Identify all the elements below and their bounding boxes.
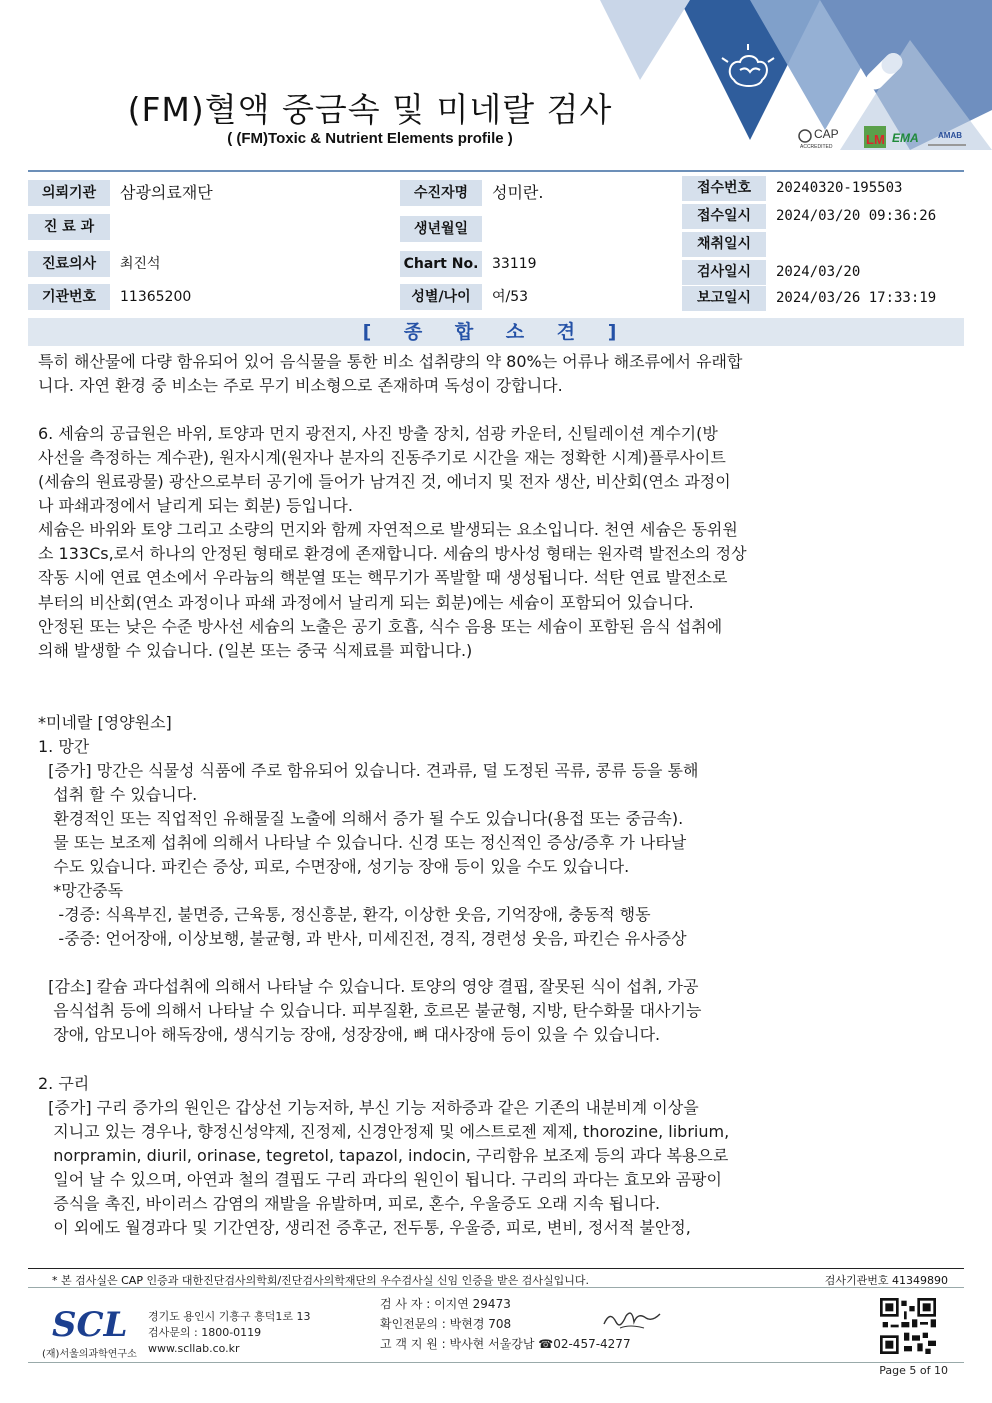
body-line: [증가] 구리 증가의 원인은 갑상선 기능저하, 부신 기능 저하증과 같은 기존의 내분비계 이상을 xyxy=(38,1097,699,1117)
body-line: -중증: 언어장애, 이상보행, 불균형, 과 반사, 미세진전, 경직, 경련성 웃음, 파킨슨 유사증상 xyxy=(38,929,687,949)
logo-cap-sub: ACCREDITED xyxy=(800,144,833,150)
body-line: 특히 해산물에 다량 함유되어 있어 음식물을 통한 비소 섭취량의 약 80%는 어류나 해조류에서 유래합 xyxy=(38,352,743,371)
logo-ema: EMA xyxy=(892,131,919,145)
body-line: *망간중독 xyxy=(38,881,124,901)
body-line: *미네랄 [영양원소] xyxy=(38,712,172,732)
body-line: norpramin, diuril, orinase, tegretol, tapazol, indocin, 구리함유 보조제 등의 과다 복용으로 xyxy=(38,1145,729,1165)
patient-value: 성미란. xyxy=(484,180,678,206)
lab-inquiry: 검사문의 : 1800-0119 xyxy=(148,1326,262,1339)
staff-info xyxy=(380,1294,631,1354)
body-line: 물 또는 보조제 섭취에 의해서 나타날 수 있습니다. 신경 또는 정신적인 증상/증후 가 나타날 xyxy=(38,833,687,852)
body-line: 음식섭취 등에 의해서 나타날 수 있습니다. 피부질환, 호르몬 불균형, 지방, 탄수화물 대사기능 xyxy=(38,1001,702,1021)
report-label: 보고일시 xyxy=(682,286,766,311)
body-line: 2. 구리 xyxy=(38,1073,90,1093)
cap-logo-icon xyxy=(799,130,811,142)
signature xyxy=(600,1306,670,1334)
body-line: 세슘은 바위와 토양 그리고 소량의 먼지와 함께 자연적으로 발생되는 요소입니다. 천연 세슘은 동위원 xyxy=(38,520,738,540)
lab-name: (재)서울의과학연구소 xyxy=(42,1349,137,1360)
body-line: 니다. 자연 환경 중 비소는 주로 무기 비소형으로 존재하며 독성이 강합니다. xyxy=(38,376,563,396)
sexage-value: 여/53 xyxy=(484,284,678,310)
body-line: 사선을 측정하는 계수관), 원자시계(원자나 분자의 진동주기로 시간을 재는 정확한 시계)플루사이트 xyxy=(38,448,726,468)
doctor-label: 진료의사 xyxy=(28,251,110,277)
collect-label: 채취일시 xyxy=(682,232,766,257)
doctor-value: 최진석 xyxy=(112,251,398,277)
header-divider xyxy=(28,170,964,172)
sexage-label: 성별/나이 xyxy=(400,284,482,310)
body-line: [감소] 칼슘 과다섭취에 의해서 나타날 수 있습니다. 토양의 영양 결핍, 잘못된 식이 섭취, 가공 xyxy=(38,977,699,997)
logo-lm: LM xyxy=(866,132,885,147)
lab-logo: SCL xyxy=(52,1305,128,1345)
body-line: 1. 망간 xyxy=(38,736,90,756)
body-line: 장애, 암모니아 해독장애, 생식기능 장애, 성장장애, 뼈 대사장애 등이 있을 수 있습니다. xyxy=(38,1025,661,1045)
body-line: 의해 발생할 수 있습니다. (일본 또는 중국 식제료를 피합니다.) xyxy=(38,640,473,660)
hospital-value: 삼광의료재단 xyxy=(112,180,398,206)
page-title: (FM)혈액 중금속 및 미네랄 검사 xyxy=(127,90,613,129)
logo-cap: CAP xyxy=(814,127,839,141)
collect-value xyxy=(768,232,964,257)
chart-value: 33119 xyxy=(484,251,678,277)
body-line: 지니고 있는 경우나, 향정신성약제, 진정제, 신경안정제 및 에스트로젠 제제, thorozine, librium, xyxy=(38,1121,730,1141)
inst-value: 11365200 xyxy=(112,284,398,310)
dept-value xyxy=(112,214,398,240)
inst-label: 기관번호 xyxy=(28,284,110,310)
body-line: 증식을 촉진, 바이러스 감염의 재발을 유발하며, 피로, 혼수, 우울증도 오래 지속 됩니다. xyxy=(38,1193,661,1213)
patient-label: 수진자명 xyxy=(400,180,482,206)
body-line: 안정된 또는 낮은 수준 방사선 세슘의 노출은 공기 호흡, 식수 음용 또는 세슘이 포함된 음식 섭취에 xyxy=(38,616,723,636)
chart-label: Chart No. xyxy=(400,251,482,277)
test-label: 검사일시 xyxy=(682,260,766,285)
cert-note: * 본 검사실은 CAP 인증과 대한진단검사의학회/진단검사의학재단의 우수검사실 신임 인증을 받은 검사실입니다. xyxy=(52,1274,590,1287)
qr-code-icon xyxy=(880,1298,936,1354)
patient-info-table xyxy=(28,176,964,310)
birth-label: 생년월일 xyxy=(400,216,482,242)
body-line: 소 133Cs,로서 하나의 안정된 형태로 환경에 존재합니다. 세슘의 방사성 형태는 원자력 발전소의 정상 xyxy=(38,544,747,564)
body-line: 섭취 할 수 있습니다. xyxy=(38,784,198,804)
accreditation-logos xyxy=(798,122,968,154)
logo-amab: AMAB xyxy=(938,131,962,140)
test-value: 2024/03/20 xyxy=(768,260,964,285)
page-number: Page 5 of 10 xyxy=(879,1364,948,1377)
body-line: 작동 시에 연료 연소에서 우라늄의 핵분열 또는 핵무기가 폭발할 때 생성됩니다. 석탄 연료 발전소로 xyxy=(38,568,728,588)
recv-date-label: 접수일시 xyxy=(682,204,766,229)
footer-divider xyxy=(28,1268,964,1269)
hospital-label: 의뢰기관 xyxy=(28,180,110,206)
body-line: 일어 날 수 있으며, 아연과 철의 결핍도 구리 과다의 원인이 됩니다. 구리의 과다는 효모와 곰팡이 xyxy=(38,1169,722,1189)
staff-physician: 확인전문의 : 박현경 708 xyxy=(380,1317,512,1331)
body-line: 이 외에도 월경과다 및 기간연장, 생리전 증후군, 전두통, 우울증, 피로, 변비, 정서적 불안정, xyxy=(38,1217,691,1237)
page-subtitle: ( (FM)Toxic & Nutrient Elements profile ) xyxy=(227,130,513,147)
cert-number: 검사기관번호 41349890 xyxy=(824,1274,948,1287)
lab-website[interactable]: www.scllab.co.kr xyxy=(148,1342,240,1355)
staff-tester: 검 사 자 : 이지연 29473 xyxy=(380,1297,511,1311)
staff-support: 고 객 지 원 : 박사현 서울강남 ☎02-457-4277 xyxy=(380,1337,631,1351)
section-title: [ 종 합 소 견 ] xyxy=(28,318,964,346)
recv-no-value: 20240320-195503 xyxy=(768,176,964,201)
report-value: 2024/03/26 17:33:19 xyxy=(768,286,964,311)
dept-label: 진 료 과 xyxy=(28,214,110,240)
body-line: 나 파쇄과정에서 날리게 되는 회분) 등입니다. xyxy=(38,496,353,516)
body-line: 부터의 비산회(연소 과정이나 파쇄 과정에서 날리게 되는 회분)에는 세슘이 포함되어 있습니다. xyxy=(38,592,694,612)
lab-address: 경기도 용인시 기흥구 흥덕1로 13 xyxy=(148,1310,311,1323)
body-line: 환경적인 또는 직업적인 유해물질 노출에 의해서 증가 될 수도 있습니다(용접 또는 중금속). xyxy=(38,808,684,828)
birth-value xyxy=(484,216,678,242)
recv-date-value: 2024/03/20 09:36:26 xyxy=(768,204,964,229)
body-line: 6. 세슘의 공급원은 바위, 토양과 먼지 광전지, 사진 방출 장치, 섬광 카운터, 신틸레이션 계수기(방 xyxy=(38,424,718,444)
lab-contact xyxy=(148,1309,311,1357)
body-line: 수도 있습니다. 파킨슨 증상, 피로, 수면장애, 성기능 장애 등이 있을 수도 있습니다. xyxy=(38,857,630,877)
recv-no-label: 접수번호 xyxy=(682,176,766,201)
body-line: [증가] 망간은 식물성 식품에 주로 함유되어 있습니다. 견과류, 덜 도정된 곡류, 콩류 등을 통해 xyxy=(38,760,699,780)
body-line: (세슘의 원료광물) 광산으로부터 공기에 들어가 남겨진 것, 에너지 및 전자 생산, 비산회(연소 과정이 xyxy=(38,472,731,492)
body-line: -경증: 식욕부진, 불면증, 근육통, 정신흥분, 환각, 이상한 웃음, 기억장애, 충동적 행동 xyxy=(38,905,651,925)
